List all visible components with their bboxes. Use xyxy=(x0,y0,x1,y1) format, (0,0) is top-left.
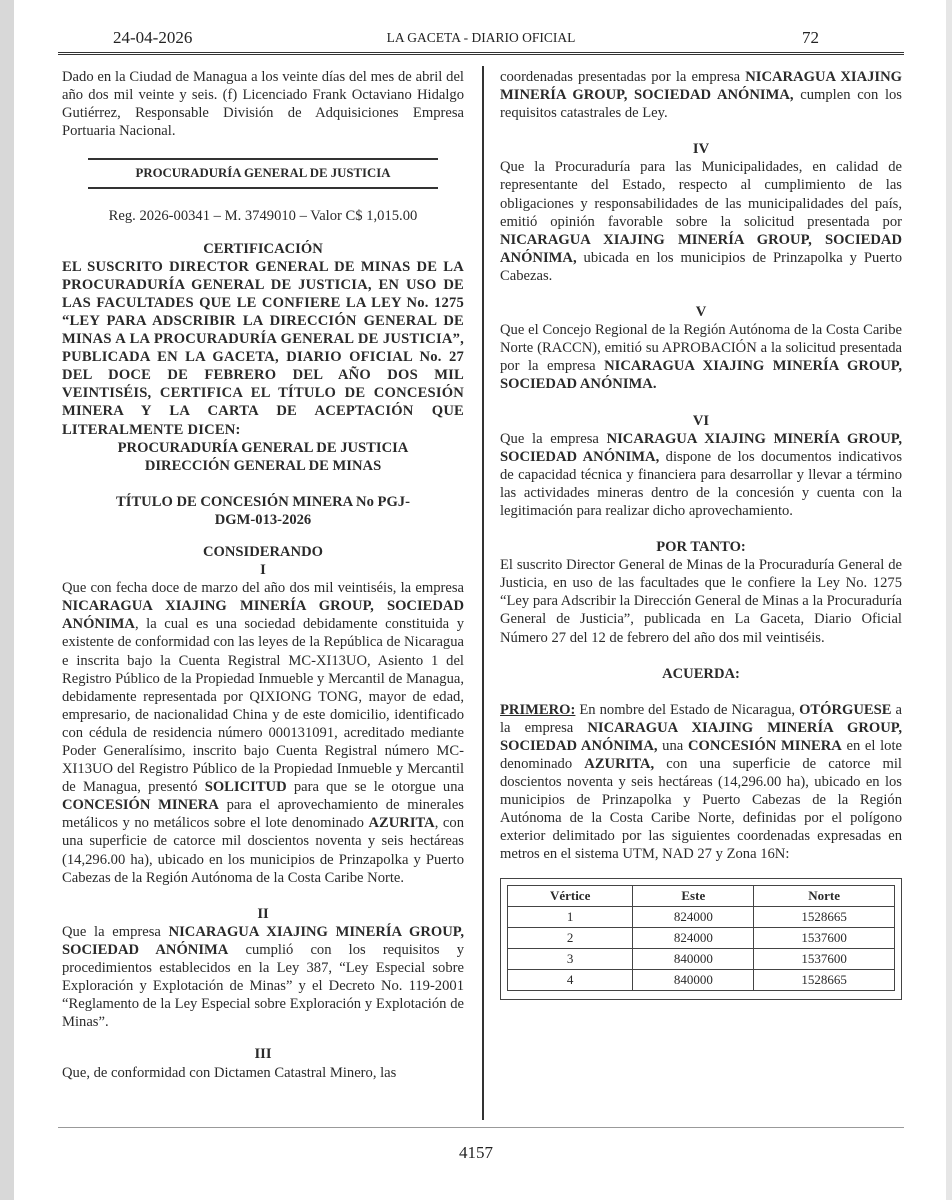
cell-vertice: 4 xyxy=(508,969,633,990)
page-header xyxy=(58,28,904,50)
table-row xyxy=(508,948,895,969)
considerando-vi-paragraph: Que la empresa NICARAGUA XIAJING MINERÍA GROUP, SOCIEDAD ANÓNIMA, dispone de los documentos indicativos de capacidad técnica y financiera para desarrollar y llevar a término las actividades mineras dentro de la concesión y cuenta con la legitimación para realizar dicho aprovechamiento. xyxy=(500,430,902,519)
certification-body: EL SUSCRITO DIRECTOR GENERAL DE MINAS DE LA PROCURADURÍA GENERAL DE JUSTICIA, EN USO DE LAS FACULTADES QUE LE CONFIERE LA LEY No. 1275 “LEY PARA ADSCRIBIR LA DIRECCIÓN GENERAL DE MINAS A LA PROCURADURÍA GENERAL DE JUSTICIA”, PUBLICADA EN LA GACETA, DIARIO OFICIAL No. 27 DEL DOCE DE FEBRERO DEL AÑO DOS MIL VEINTISÉIS, CERTIFICA EL TÍTULO DE CONCESIÓN MINERA Y LA CARTA DE ACEPTACIÓN QUE LITERALMENTE DICEN: xyxy=(62,258,464,438)
cell-norte: 1537600 xyxy=(754,948,895,969)
registration-line: Reg. 2026-00341 – M. 3749010 – Valor C$ 1,015.00 xyxy=(108,208,418,225)
cell-vertice: 2 xyxy=(508,927,633,948)
coordinates-table xyxy=(507,885,895,991)
por-tanto-paragraph: El suscrito Director General de Minas de la Procuraduría General de Justicia, en uso de las facultades que le confiere la Ley No. 1275 “Ley para Adscribir la Dirección General de Minas a la Procuraduría General de Justicia”, publicada en La Gaceta, Diario Oficial Número 27 del 12 de febrero del año dos mil veintiséis. xyxy=(500,557,902,646)
cell-norte: 1528665 xyxy=(754,969,895,990)
cell-norte: 1528665 xyxy=(754,906,895,927)
cell-este: 824000 xyxy=(633,906,754,927)
cell-este: 824000 xyxy=(633,927,754,948)
org-division: DIRECCIÓN GENERAL DE MINAS xyxy=(144,457,382,474)
header-date: 24-04-2026 xyxy=(113,28,193,47)
column-divider xyxy=(482,66,484,1120)
org-name: PROCURADURÍA GENERAL DE JUSTICIA xyxy=(117,439,409,456)
intro-paragraph: Dado en la Ciudad de Managua a los veinte días del mes de abril del año dos mil veinte y seis. (f) Licenciado Frank Octaviano Hidalgo Gutiérrez, Responsable División de Adquisiciones Empresa Portuaria Nacional. xyxy=(62,69,464,140)
numeral-iv: IV xyxy=(692,141,710,158)
considerando-v-paragraph: Que el Concejo Regional de la Región Autónoma de la Costa Caribe Norte (RACCN), emitió su APROBACIÓN a la solicitud presentada por la empresa NICARAGUA XIAJING MINERÍA GROUP, SOCIEDAD ANÓNIMA. xyxy=(500,322,902,393)
left-column xyxy=(62,68,464,1082)
table-row xyxy=(508,969,895,990)
table-row xyxy=(508,906,895,927)
numeral-ii: II xyxy=(257,905,269,922)
considerando-i-paragraph: Que con fecha doce de marzo del año dos mil veintiséis, la empresa NICARAGUA XIAJING MINERÍA GROUP, SOCIEDAD ANÓNIMA, la cual es una sociedad debidamente constituida y existente de conformidad con las leyes de la República de Nicaragua e inscrita bajo la Cuenta Registral MC-XI13UO, Asiento 1 del Registro Público de la Propiedad Inmueble y Mercantil de Managua, debidamente representada por QIXIONG TONG, mayor de edad, empresario, de nacionalidad China y de este domicilio, identificado con cédula de residencia número 000131091, acreditado mediante Poder Generalísimo, inscrito bajo Cuenta Registral número MC-XI13UO del Registro Público de la Propiedad Inmueble y Mercantil de Managua, presentó SOLICITUD para que se le otorgue una CONCESIÓN MINERA para el aprovechamiento de minerales metálicos y no metálicos sobre el lote denominado AZURITA, con una superficie de catorce mil doscientos noventa y seis hectáreas (14,296.00 ha), ubicado en los municipios de Prinzapolka y Puerto Cabezas de la Región Autónoma de la Costa Caribe Norte. xyxy=(62,580,464,886)
numeral-i: I xyxy=(260,562,266,579)
numeral-vi: VI xyxy=(692,412,710,429)
scan-edge-right xyxy=(946,0,952,1200)
cell-vertice: 3 xyxy=(508,948,633,969)
numeral-v: V xyxy=(695,304,707,321)
table-header-row xyxy=(508,885,895,906)
scan-edge xyxy=(0,0,14,1200)
cell-este: 840000 xyxy=(633,948,754,969)
cell-norte: 1537600 xyxy=(754,927,895,948)
header-page-number: 72 xyxy=(802,28,819,47)
header-title: LA GACETA - DIARIO OFICIAL xyxy=(386,30,576,45)
cell-este: 840000 xyxy=(633,969,754,990)
considerando-iii-start: Que, de conformidad con Dictamen Catastral Minero, las xyxy=(62,1064,397,1081)
numeral-iii: III xyxy=(254,1046,272,1063)
right-column xyxy=(500,68,902,1000)
col-header-vertice: Vértice xyxy=(508,885,633,906)
footer-page-number: 4157 xyxy=(459,1143,493,1162)
considerando-iv-paragraph: Que la Procuraduría para las Municipalidades, en calidad de representante del Estado, respecto al cumplimiento de las obligaciones y responsabilidades de las municipalidades del país, emitió opinión favorable sobre la solicitud presentada por NICARAGUA XIAJING MINERÍA GROUP, SOCIEDAD ANÓNIMA, ubicada en los municipios de Prinzapolka y Puerto Cabezas. xyxy=(500,159,902,284)
cell-vertice: 1 xyxy=(508,906,633,927)
acuerda-heading: ACUERDA: xyxy=(662,665,740,682)
section-heading: PROCURADURÍA GENERAL DE JUSTICIA xyxy=(88,158,438,189)
header-rule xyxy=(58,52,904,55)
primero-paragraph: PRIMERO: En nombre del Estado de Nicaragua, OTÓRGUESE a la empresa NICARAGUA XIAJING MINERÍA GROUP, SOCIEDAD ANÓNIMA, una CONCESIÓN MINERA en el lote denominado AZURITA, con una superficie de catorce mil doscientos noventa y seis hectáreas (14,296.00 ha), ubicado en los municipios de Prinzapolka y Puerto Cabezas de la Región Autónoma de la Costa Caribe Norte, definidas por el polígono exterior delimitado por las siguientes coordenadas expresadas en metros en el sistema UTM, NAD 27 y Zona 16N: xyxy=(500,701,903,863)
coordinates-table-frame xyxy=(500,878,902,1000)
por-tanto-heading: POR TANTO: xyxy=(656,539,746,556)
footer-rule xyxy=(58,1127,904,1128)
considerando-iii-continued: coordenadas presentadas por la empresa NICARAGUA XIAJING MINERÍA GROUP, SOCIEDAD ANÓNIMA, cumplen con los requisitos catastrales de Ley. xyxy=(500,69,902,122)
certification-title: CERTIFICACIÓN xyxy=(203,240,323,257)
title-number-line2: DGM-013-2026 xyxy=(214,511,312,528)
table-row xyxy=(508,927,895,948)
considerando-heading: CONSIDERANDO xyxy=(202,543,323,560)
title-number-line1: TÍTULO DE CONCESIÓN MINERA No PGJ- xyxy=(116,493,410,510)
col-header-este: Este xyxy=(633,885,754,906)
considerando-ii-paragraph: Que la empresa NICARAGUA XIAJING MINERÍA GROUP, SOCIEDAD ANÓNIMA cumplió con los requisitos y procedimientos establecidos en la Ley 387, “Ley Especial sobre Exploración y Explotación de Minas” y el Decreto No. 119-2001 “Reglamento de la Ley Especial sobre Exploración y Explotación de Minas”. xyxy=(62,923,464,1031)
col-header-norte: Norte xyxy=(754,885,895,906)
